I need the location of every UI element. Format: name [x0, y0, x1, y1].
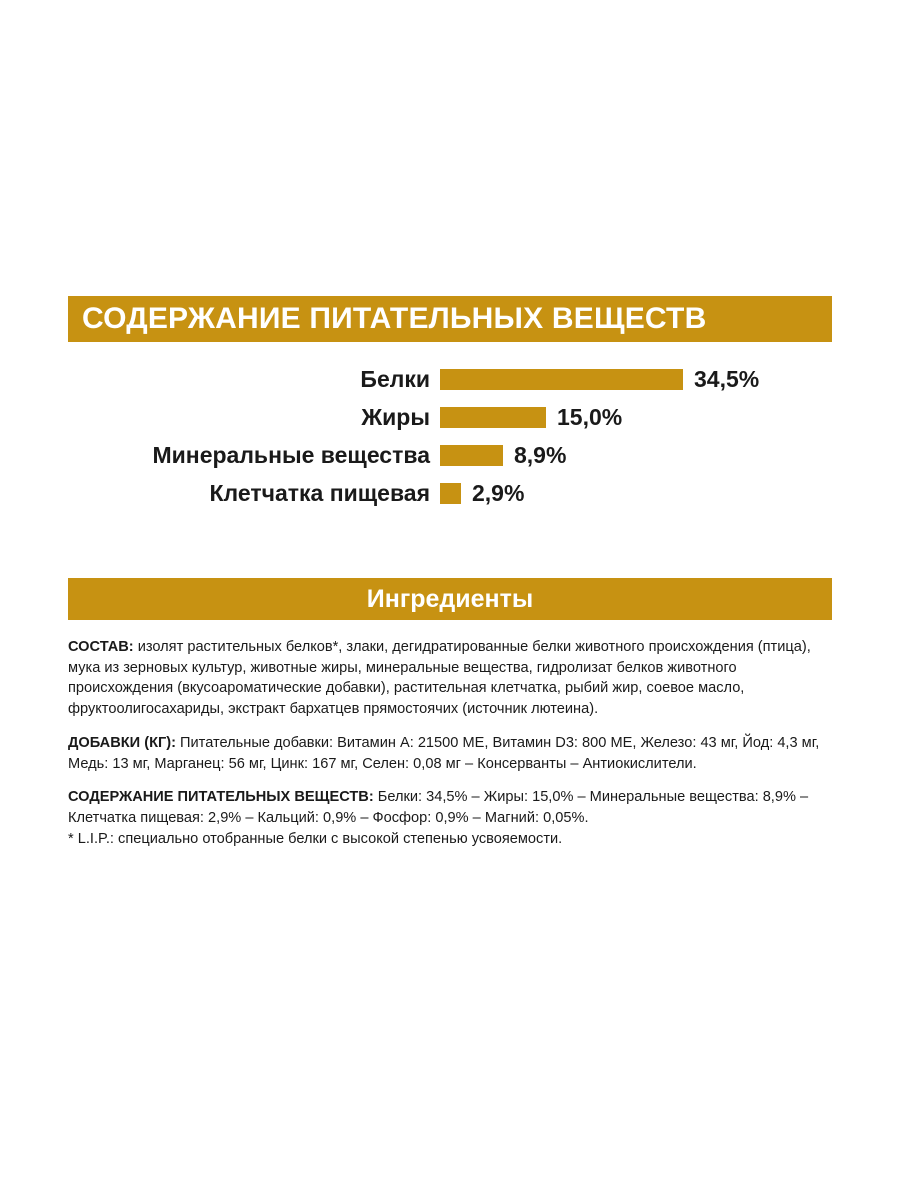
footnote-text: * L.I.P.: специально отобранные белки с высокой степенью усвояемости. — [68, 830, 563, 847]
additives-paragraph — [68, 733, 836, 774]
chart-row — [68, 360, 832, 398]
nutrition-header-banner — [68, 296, 832, 342]
bar-label: Жиры — [361, 403, 430, 430]
bar-value: 8,9% — [514, 441, 567, 468]
ingredients-body — [68, 637, 836, 849]
bar-fill — [440, 407, 546, 428]
composition-label: СОСТАВ: — [68, 639, 134, 655]
bar-label: Белки — [360, 365, 430, 392]
composition-paragraph — [68, 637, 836, 720]
bar-value: 15,0% — [557, 403, 623, 430]
bar-value: 2,9% — [472, 479, 525, 506]
bar-track — [440, 442, 566, 469]
bar-label: Минеральные вещества — [152, 441, 430, 468]
bar-track — [440, 480, 524, 507]
bar-value: 34,5% — [694, 365, 760, 392]
ingredients-header-title: Ингредиенты — [366, 584, 534, 613]
bar-track — [440, 404, 622, 431]
chart-row — [68, 474, 832, 512]
nutrition-bar-chart — [68, 360, 832, 512]
bar-fill — [440, 483, 461, 504]
additives-text: Питательные добавки: Витамин A: 21500 МЕ, Витамин D3: 800 МЕ, Железо: 43 мг, Йод: 4,3 мг, Медь: 13 мг, Марганец: 56 мг, Цинк: 167 мг, Селен: 0,08 мг – Консерванты – Антиокислители. — [68, 734, 820, 772]
bar-fill — [440, 369, 683, 390]
ingredients-header-banner — [68, 578, 832, 620]
nutrients-label: СОДЕРЖАНИЕ ПИТАТЕЛЬНЫХ ВЕЩЕСТВ: — [68, 789, 374, 806]
nutrients-paragraph — [68, 787, 836, 828]
nutrients-text: Белки: 34,5% – Жиры: 15,0% – Минеральные вещества: 8,9% – Клетчатка пищевая: 2,9% – Кальций: 0,9% – Фосфор: 0,9% – Магний: 0,05%. — [68, 789, 809, 827]
chart-row — [68, 398, 832, 436]
bar-fill — [440, 445, 503, 466]
composition-text: изолят растительных белков*, злаки, дегидратированные белки животного происхождения (птица), мука из зерновых культур, животные жиры, минеральные вещества, гидролизат белков животного происхождения (вкусоароматические добавки), растительная клетчатка, рыбий жир, соевое масло, фруктоолигосахариды, экстракт бархатцев прямостоячих (источник лютеина). — [68, 639, 811, 718]
additives-label: ДОБАВКИ (КГ): — [68, 734, 176, 751]
nutrition-header-title: СОДЕРЖАНИЕ ПИТАТЕЛЬНЫХ ВЕЩЕСТВ — [82, 302, 707, 335]
bar-label: Клетчатка пищевая — [209, 479, 430, 506]
bar-track — [440, 366, 759, 393]
chart-row — [68, 436, 832, 474]
